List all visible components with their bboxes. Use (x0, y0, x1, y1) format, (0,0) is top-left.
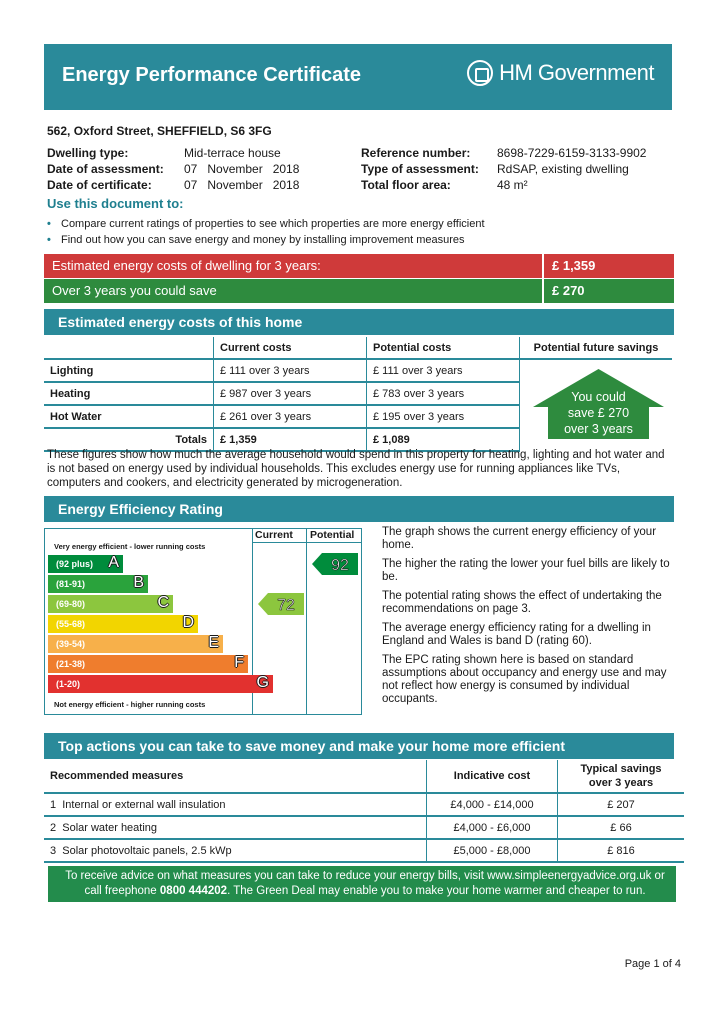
freephone-number[interactable]: 0800 444202 (159, 885, 228, 897)
could-save-value: £ 270 (542, 279, 585, 303)
meta-row (361, 162, 661, 178)
advice-text-post: . The Green Deal may enable you to make your home warmer and cheaper to run. (227, 885, 646, 897)
meta-label: Dwelling type: (47, 146, 129, 160)
list-item (47, 216, 485, 232)
band-range: (21-38) (56, 659, 86, 669)
table-header-cell: Recommended measures (44, 760, 427, 793)
bullet-icon: • (47, 234, 51, 246)
meta-label: Date of certificate: (47, 178, 152, 192)
meta-left (47, 146, 337, 194)
list-item-text: Compare current ratings of properties to see which properties are more energy efficient (61, 218, 485, 230)
measure-cell (44, 793, 427, 816)
actions-section-header (44, 733, 674, 759)
band-letter: D (182, 614, 194, 631)
band-range: (1-20) (56, 679, 81, 689)
measure-name: Solar photovoltaic panels, 2.5 kWp (62, 844, 232, 857)
potential-cost: £ 195 over 3 years (367, 405, 520, 428)
eer-paragraph: The graph shows the current energy efficiency of your home. (382, 526, 657, 551)
total-current-cost: £ 1,359 (214, 428, 367, 451)
meta-row (361, 178, 661, 194)
table-row (44, 816, 684, 839)
costs-section-header (44, 309, 674, 335)
measure-cell (44, 816, 427, 839)
table-header-cell: Current costs (214, 337, 367, 359)
table-row (44, 793, 684, 816)
rating-band-d (48, 615, 198, 633)
savings-arrow (531, 367, 666, 439)
advice-footer (48, 866, 676, 902)
band-range: (81-91) (56, 579, 86, 589)
saving-cell: £ 66 (558, 816, 685, 839)
rating-band-g (48, 675, 273, 693)
band-letter: C (157, 594, 169, 611)
eer-paragraph: The higher the rating the lower your fuel bills are likely to be. (382, 558, 670, 583)
band-range: (55-68) (56, 619, 86, 629)
savings-text: over 3 years (564, 422, 633, 436)
band-letter: E (208, 634, 219, 651)
potential-rating-marker-value: 92 (331, 557, 349, 574)
estimated-costs-value: £ 1,359 (542, 254, 595, 278)
costs-explanation: These figures show how much the average household would spend in this property for heating, lighting and hot water and is not based on energy used by individual households. This excludes energy use for running appliances like TVs, computers and cookers, and electricity generated by microgeneration. (47, 449, 665, 489)
measure-name: Internal or external wall insulation (62, 798, 226, 811)
could-save-bar (44, 279, 674, 303)
meta-value: 8698-7229-6159-3133-9902 (497, 146, 647, 160)
table-header-cell: Potential costs (367, 337, 520, 359)
bullet-icon: • (47, 218, 51, 230)
saving-cell: £ 207 (558, 793, 685, 816)
band-range: (69-80) (56, 599, 86, 609)
advice-text (60, 869, 670, 899)
eer-paragraph: The potential rating shows the effect of undertaking the recommendations on page 3. (382, 590, 662, 615)
meta-label: Total floor area: (361, 178, 451, 192)
meta-row (47, 146, 337, 162)
estimated-costs-bar (44, 254, 674, 278)
meta-label: Date of assessment: (47, 162, 164, 176)
table-header-cell: Indicative cost (427, 760, 558, 793)
saving-cell: £ 816 (558, 839, 685, 862)
table-row (44, 839, 684, 862)
rating-band-b (48, 575, 148, 593)
current-cost: £ 987 over 3 years (214, 382, 367, 405)
meta-value: RdSAP, existing dwelling (497, 162, 629, 176)
measure-number: 3 (50, 844, 57, 857)
total-potential-cost: £ 1,089 (367, 428, 520, 451)
page-title: Energy Performance Certificate (62, 64, 362, 86)
eer-chart (44, 528, 362, 715)
meta-value: 07 November 2018 (184, 162, 300, 176)
band-range: (39-54) (56, 639, 86, 649)
totals-label: Totals (44, 428, 214, 451)
meta-right (361, 146, 661, 194)
section-title: Top actions you can take to save money and make your home more efficient (58, 738, 565, 754)
list-item-text: Find out how you can save energy and money by installing improvement measures (61, 234, 465, 246)
row-label: Hot Water (44, 405, 214, 428)
table-header-cell (44, 337, 214, 359)
table-header-row (44, 760, 684, 793)
rating-band-a (48, 555, 123, 573)
estimated-costs-label: Estimated energy costs of dwelling for 3 years: (52, 258, 321, 273)
header-line: Typical savings (580, 763, 662, 775)
section-title: Estimated energy costs of this home (58, 314, 303, 330)
eer-paragraph: The average energy efficiency rating for a dwelling in England and Wales is band D (rating 60). (382, 622, 651, 647)
hm-government-label: HM Government (499, 60, 654, 85)
band-letter: F (234, 654, 244, 671)
current-cost: £ 111 over 3 years (214, 359, 367, 382)
eer-paragraph: The EPC rating shown here is based on standard assumptions about occupancy and energy use and may not reflect how energy is consumed by individual occupants. (382, 654, 667, 705)
hm-government-logo (467, 60, 654, 86)
table-header-cell: Potential future savings (520, 337, 673, 359)
meta-value: 48 m² (497, 178, 528, 192)
current-column-label: Current (255, 529, 293, 541)
table-header-row (44, 337, 672, 359)
meta-value: 07 November 2018 (184, 178, 300, 192)
section-title: Energy Efficiency Rating (58, 501, 223, 517)
cost-cell: £5,000 - £8,000 (427, 839, 558, 862)
meta-value: Mid-terrace house (184, 146, 281, 160)
property-address: 562, Oxford Street, SHEFFIELD, S6 3FG (47, 124, 272, 138)
cost-cell: £4,000 - £14,000 (427, 793, 558, 816)
eer-explanation (382, 526, 674, 712)
list-item (47, 232, 485, 248)
page-number: Page 1 of 4 (624, 958, 681, 970)
certificate-header (44, 44, 672, 110)
band-range: (92 plus) (56, 559, 94, 569)
use-document-list (47, 216, 485, 248)
rating-band-c (48, 595, 173, 613)
header-divider (252, 542, 362, 543)
measure-number: 2 (50, 821, 57, 834)
band-letter: G (256, 674, 269, 691)
current-rating-marker (258, 593, 308, 615)
savings-text: You could (571, 390, 626, 404)
band-letter: A (108, 554, 119, 571)
potential-rating-marker (312, 553, 362, 575)
meta-label: Reference number: (361, 146, 471, 160)
table-header-cell (558, 760, 685, 793)
bottom-efficiency-label: Not energy efficient - higher running costs (54, 700, 206, 709)
column-divider (306, 528, 307, 715)
use-document-heading: Use this document to: (47, 196, 184, 211)
potential-column-label: Potential (310, 529, 355, 541)
meta-row (361, 146, 661, 162)
meta-row (47, 162, 337, 178)
potential-cost: £ 783 over 3 years (367, 382, 520, 405)
current-rating-marker-value: 72 (277, 597, 295, 614)
meta-row (47, 178, 337, 194)
advice-text-pre: To receive advice on what measures you can take to reduce your energy bills, visit www.simpleenergyadvice.org.uk or call freephone (65, 870, 665, 897)
could-save-label: Over 3 years you could save (52, 283, 217, 298)
rating-band-f (48, 655, 248, 673)
current-cost: £ 261 over 3 years (214, 405, 367, 428)
royal-crest-icon (467, 60, 493, 86)
row-label: Heating (44, 382, 214, 405)
eer-section-header (44, 496, 674, 522)
measure-name: Solar water heating (62, 821, 158, 834)
potential-cost: £ 111 over 3 years (367, 359, 520, 382)
measure-number: 1 (50, 798, 57, 811)
actions-table (44, 760, 684, 863)
top-efficiency-label: Very energy efficient - lower running costs (54, 542, 206, 551)
band-letter: B (133, 574, 144, 591)
cost-cell: £4,000 - £6,000 (427, 816, 558, 839)
measure-cell (44, 839, 427, 862)
savings-text: save £ 270 (567, 406, 630, 420)
rating-band-e (48, 635, 223, 653)
meta-label: Type of assessment: (361, 162, 479, 176)
header-line: over 3 years (588, 777, 654, 789)
row-label: Lighting (44, 359, 214, 382)
